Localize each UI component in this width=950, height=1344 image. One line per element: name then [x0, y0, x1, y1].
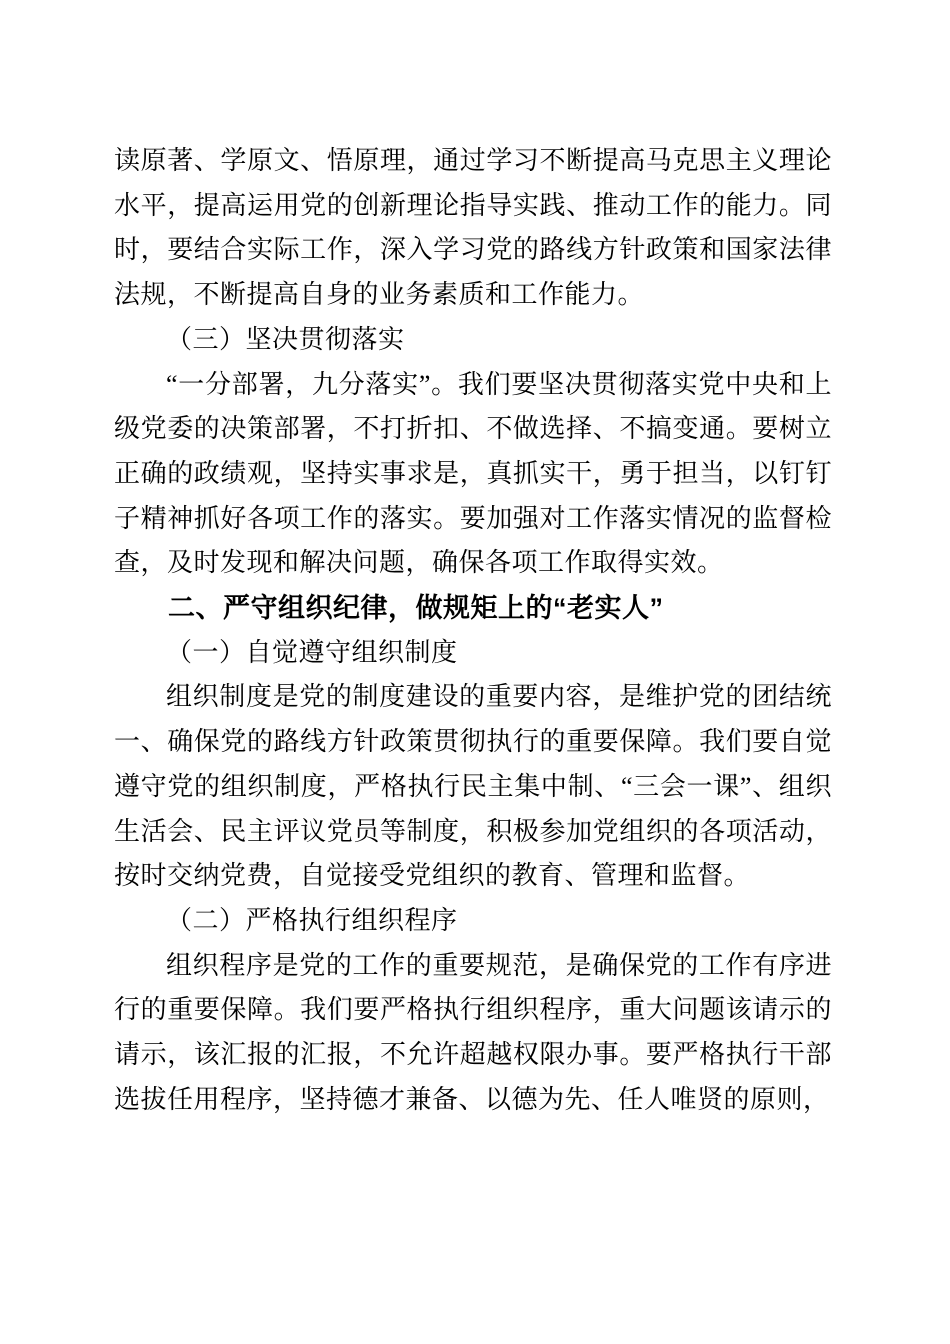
subheading-resolute-implementation: （三）坚决贯彻落实 — [166, 324, 405, 354]
section-heading-organizational-discipline: 二、严守组织纪律，做规矩上的“老实人” — [168, 593, 664, 624]
paragraph-organizational-system: 组织制度是党的制度建设的重要内容，是维护党的团结统一、确保党的路线方针政策贯彻执行的重要保障。我们要自觉遵守党的组织制度，严格执行民主集中制、“三会一课”、组织生活会、民主评议党员等制度，积极参加党组织的各项活动，按时交纳党费，自觉接受党组织的教育、管理和监督。 — [114, 682, 832, 891]
paragraph-theory-study-continuation: 读原著、学原文、悟原理，通过学习不断提高马克思主义理论水平，提高运用党的创新理论指导实践、推动工作的能力。同时，要结合实际工作，深入学习党的路线方针政策和国家法律法规，不断提高自身的业务素质和工作能力。 — [114, 146, 832, 310]
subheading-strict-organizational-procedure: （二）严格执行组织程序 — [166, 905, 458, 935]
paragraph-organizational-procedure: 组织程序是党的工作的重要规范，是确保党的工作有序进行的重要保障。我们要严格执行组织程序，重大问题该请示的请示，该汇报的汇报，不允许超越权限办事。要严格执行干部选拔任用程序，坚持德才兼备、以德为先、任人唯贤的原则， — [114, 950, 832, 1114]
document-body — [114, 139, 832, 1122]
paragraph-implementation: “一分部署，九分落实”。我们要坚决贯彻落实党中央和上级党委的决策部署，不打折扣、不做选择、不搞变通。要树立正确的政绩观，坚持实事求是，真抓实干，勇于担当，以钉钉子精神抓好各项工作的落实。要加强对工作落实情况的监督检查，及时发现和解决问题，确保各项工作取得实效。 — [114, 369, 832, 578]
subheading-observe-organizational-system: （一）自觉遵守组织制度 — [166, 637, 458, 667]
